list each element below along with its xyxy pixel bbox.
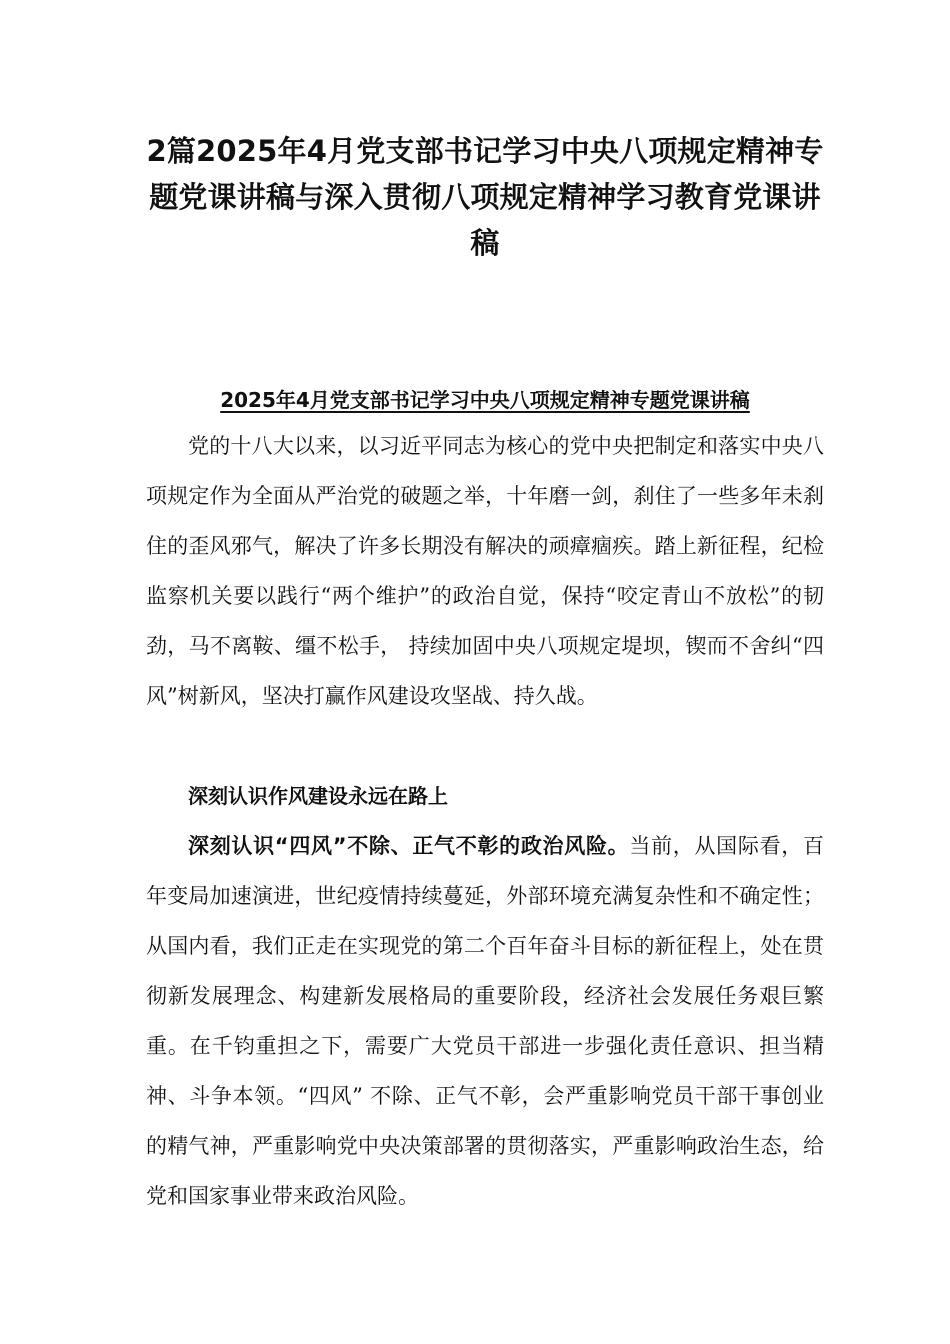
paragraph-2-body: 当前，从国际看，百年变局加速演进，世纪疫情持续蔓延，外部环境充满复杂性和不确定性；从国内看，我们正走在实现党的第二个百年奋斗目标的新征程上，处在贯彻新发展理念、构建新发展格局的重要阶段，经济社会发展任务艰巨繁重。在千钧重担之下，需要广大党员干部进一步强化责任意识、担当精神、斗争本领。“四风” 不除、正气不彰，会严重影响党员干部干事创业的精气神，严重影响党中央决策部署的贯彻落实，严重影响政治生态，给党和国家事业带来政治风险。 (146, 834, 824, 1208)
document-title: 2篇2025年4月党支部书记学习中央八项规定精神专题党课讲稿与深入贯彻八项规定精神学习教育党课讲稿 (146, 134, 824, 260)
paragraph-2 (146, 821, 824, 1221)
paragraph-1: 党的十八大以来，以习近平同志为核心的党中央把制定和落实中央八项规定作为全面从严治党的破题之举，十年磨一剑，刹住了一些多年未刹住的歪风邪气，解决了许多长期没有解决的顽瘴痼疾。踏上新征程，纪检监察机关要以践行“两个维护”的政治自觉，保持“咬定青山不放松”的韧劲，马不离鞍、缰不松手， 持续加固中央八项规定堤坝，锲而不舍纠“四风”树新风，坚决打赢作风建设攻坚战、持久战。 (146, 434, 824, 708)
subheading: 深刻认识作风建设永远在路上 (188, 784, 448, 808)
section-title: 2025年4月党支部书记学习中央八项规定精神专题党课讲稿 (220, 388, 750, 412)
paragraph-2-lead: 深刻认识“四风”不除、正气不彰的政治风险。 (188, 834, 630, 858)
